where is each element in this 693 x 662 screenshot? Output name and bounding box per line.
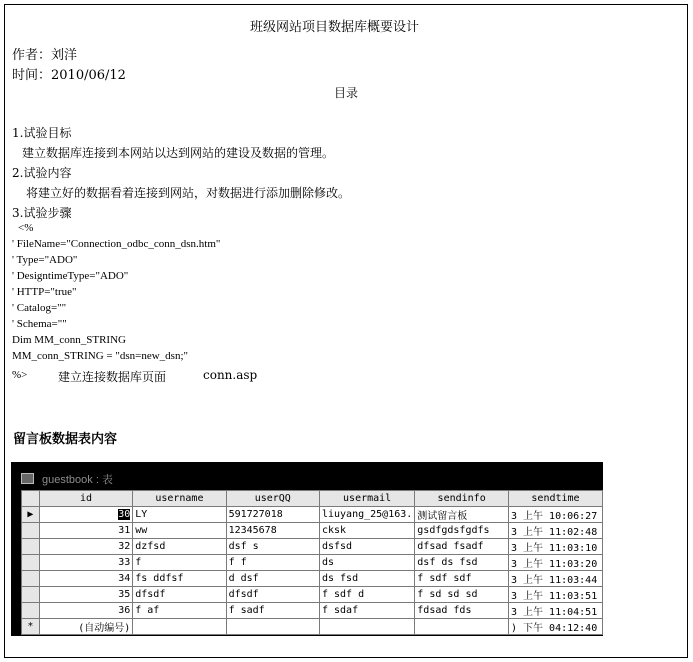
cell-sendtime[interactable]: 3 上午 11:03:20: [509, 555, 603, 571]
code-line: ' Type="ADO": [12, 254, 78, 266]
cell-userqq[interactable]: [226, 619, 319, 635]
column-header[interactable]: userQQ: [226, 491, 319, 507]
code-line: <%: [18, 222, 34, 234]
new-record-row[interactable]: [22, 619, 603, 635]
cell-username[interactable]: LY: [133, 507, 226, 523]
cell-sendtime[interactable]: ) 下午 04:12:40: [509, 619, 603, 635]
table-icon: [21, 473, 34, 484]
cell-sendtime[interactable]: 3 上午 11:02:48: [509, 523, 603, 539]
code-filename: conn.asp: [203, 368, 258, 382]
code-line: MM_conn_STRING = "dsn=new_dsn;": [12, 350, 188, 362]
current-record-icon[interactable]: ▶: [22, 507, 40, 523]
cell-usermail[interactable]: cksk: [319, 523, 414, 539]
cell-usermail[interactable]: ds: [319, 555, 414, 571]
cell-username[interactable]: f: [133, 555, 226, 571]
cell-usermail[interactable]: dsfsd: [319, 539, 414, 555]
cell-userqq[interactable]: f f: [226, 555, 319, 571]
cell-userqq[interactable]: dfsdf: [226, 587, 319, 603]
cell-username[interactable]: ww: [133, 523, 226, 539]
code-line: Dim MM_conn_STRING: [12, 334, 126, 346]
cell-id[interactable]: 34: [39, 571, 132, 587]
code-line: ' DesigntimeType="ADO": [12, 270, 129, 282]
new-record-icon[interactable]: *: [22, 619, 40, 635]
cell-usermail[interactable]: ds fsd: [319, 571, 414, 587]
table-heading: 留言板数据表内容: [13, 432, 118, 447]
table-row[interactable]: [22, 571, 603, 587]
cell-username[interactable]: dzfsd: [133, 539, 226, 555]
cell-sendinfo[interactable]: 测试留言板: [415, 507, 509, 523]
section2-heading: 2.试验内容: [12, 166, 72, 180]
cell-userqq[interactable]: d dsf: [226, 571, 319, 587]
table-row[interactable]: [22, 587, 603, 603]
section1-heading: 1.试验目标: [12, 126, 72, 140]
table-row[interactable]: [22, 539, 603, 555]
row-selector[interactable]: [22, 587, 40, 603]
cell-sendtime[interactable]: 3 上午 11:03:10: [509, 539, 603, 555]
cell-id[interactable]: [39, 507, 132, 523]
window-title: guestbook : 表: [42, 474, 113, 486]
code-caption: 建立连接数据库页面: [58, 370, 167, 384]
row-selector[interactable]: [22, 555, 40, 571]
row-selector[interactable]: [22, 523, 40, 539]
cell-id[interactable]: 35: [39, 587, 132, 603]
author-line: 作者：刘洋: [12, 48, 78, 63]
cell-username[interactable]: [133, 619, 226, 635]
cell-usermail[interactable]: f sdaf: [319, 603, 414, 619]
row-selector[interactable]: [22, 603, 40, 619]
doc-title: 班级网站项目数据库概要设计: [250, 20, 420, 35]
cell-sendtime[interactable]: 3 上午 11:03:44: [509, 571, 603, 587]
cell-userqq[interactable]: f sadf: [226, 603, 319, 619]
cell-sendtime[interactable]: 3 上午 11:04:51: [509, 603, 603, 619]
section3-heading: 3.试验步骤: [12, 206, 72, 220]
cell-id[interactable]: 32: [39, 539, 132, 555]
cell-userqq[interactable]: dsf s: [226, 539, 319, 555]
data-grid: [21, 490, 603, 635]
cell-sendinfo[interactable]: gsdfgdsfgdfs: [415, 523, 509, 539]
toc-heading: 目录: [334, 86, 359, 100]
row-selector[interactable]: [22, 571, 40, 587]
window-titlebar[interactable]: [11, 462, 603, 490]
code-line: ' Catalog="": [12, 302, 67, 314]
cell-id-value: 30: [118, 509, 131, 520]
cell-username[interactable]: dfsdf: [133, 587, 226, 603]
time-line: 时间：2010/06/12: [12, 68, 126, 83]
table-row[interactable]: [22, 523, 603, 539]
column-header[interactable]: id: [39, 491, 132, 507]
cell-sendinfo[interactable]: dfsad fsadf: [415, 539, 509, 555]
cell-username[interactable]: f af: [133, 603, 226, 619]
column-header[interactable]: sendinfo: [415, 491, 509, 507]
cell-sendtime[interactable]: 3 上午 10:06:27: [509, 507, 603, 523]
column-header[interactable]: sendtime: [509, 491, 603, 507]
select-all-corner[interactable]: [22, 491, 40, 507]
cell-sendinfo[interactable]: f sdf sdf: [415, 571, 509, 587]
cell-usermail[interactable]: f sdf d: [319, 587, 414, 603]
cell-usermail[interactable]: [319, 619, 414, 635]
cell-sendinfo[interactable]: f sd sd sd: [415, 587, 509, 603]
table-row[interactable]: [22, 603, 603, 619]
cell-sendinfo[interactable]: [415, 619, 509, 635]
column-header[interactable]: username: [133, 491, 226, 507]
cell-id[interactable]: 33: [39, 555, 132, 571]
section1-body: 建立数据库连接到本网站以达到网站的建设及数据的管理。: [22, 146, 335, 160]
column-header[interactable]: usermail: [319, 491, 414, 507]
code-line: %>: [12, 369, 28, 381]
cell-usermail[interactable]: liuyang_25@163.: [319, 507, 414, 523]
cell-sendinfo[interactable]: fdsad fds: [415, 603, 509, 619]
header-row: [22, 491, 603, 507]
cell-sendinfo[interactable]: dsf ds fsd: [415, 555, 509, 571]
cell-id[interactable]: 31: [39, 523, 132, 539]
table-window: [11, 462, 603, 636]
cell-id[interactable]: 36: [39, 603, 132, 619]
table-row[interactable]: [22, 507, 603, 523]
cell-userqq[interactable]: 12345678: [226, 523, 319, 539]
code-line: ' Schema="": [12, 318, 67, 330]
cell-userqq[interactable]: 591727018: [226, 507, 319, 523]
code-line: ' HTTP="true": [12, 286, 77, 298]
section2-body: 将建立好的数据看着连接到网站，对数据进行添加删除修改。: [26, 186, 351, 200]
code-line: ' FileName="Connection_odbc_conn_dsn.htm": [12, 238, 221, 250]
cell-username[interactable]: fs ddfsf: [133, 571, 226, 587]
row-selector[interactable]: [22, 539, 40, 555]
cell-id[interactable]: (自动编号): [39, 619, 132, 635]
cell-sendtime[interactable]: 3 上午 11:03:51: [509, 587, 603, 603]
table-row[interactable]: [22, 555, 603, 571]
